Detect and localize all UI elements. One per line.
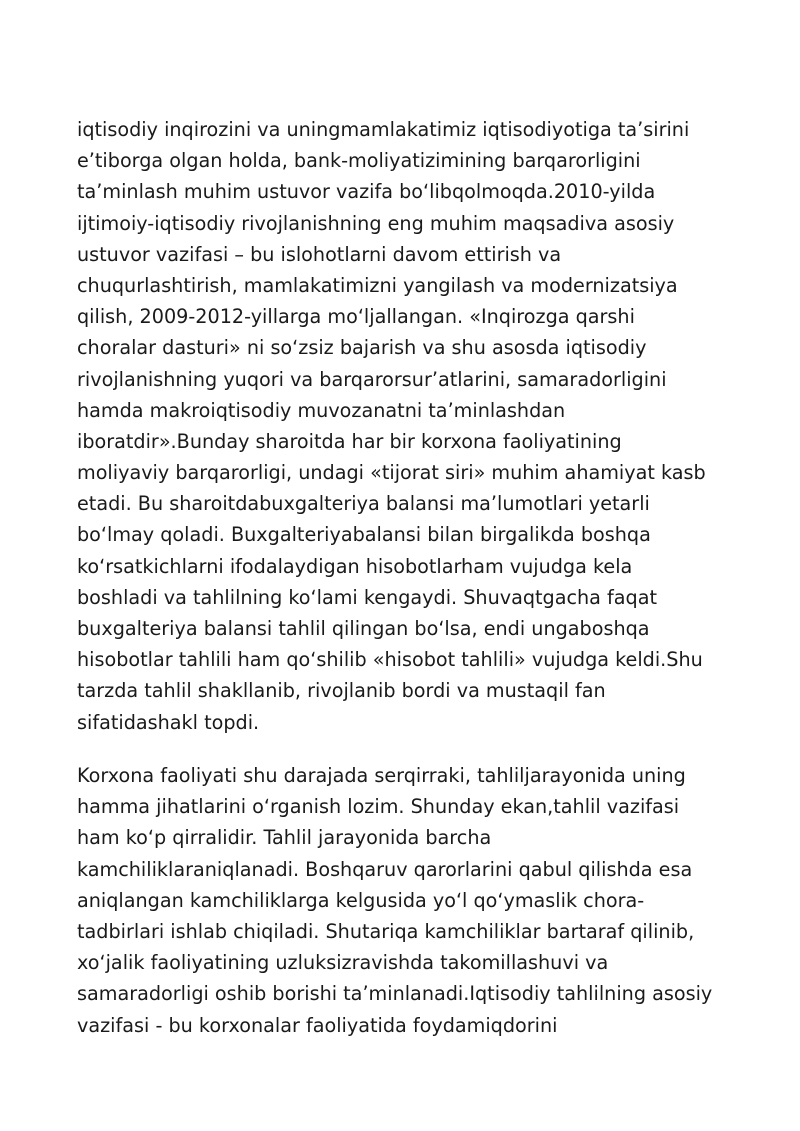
text-line: iqtisodiy inqirozini va uningmamlakatimiz iqtisodiyotiga ta’sirini [77,118,690,141]
text-line: kamchiliklaraniqlanadi. Boshqaruv qarorlarini qabul qilishda esa [77,857,693,881]
text-line: hisobotlar tahlili ham qoʻshilib «hisobot tahlili» vujudga keldi.Shu [77,648,703,672]
text-line: iboratdir».Bunday sharoitda har bir korxona faoliyatining [77,429,622,453]
text-line: ijtimoiy-iqtisodiy rivojlanishning eng muhim maqsadiva asosiy [77,211,675,235]
paragraph-2 [77,760,737,1041]
text-line: rivojlanishning yuqori va barqarorsur’atlarini, samaradorligini [77,367,667,391]
text-line: koʻrsatkichlarni ifodalaydigan hisobotlarham vujudga kela [77,554,633,578]
text-line: xoʻjalik faoliyatining uzluksizravishda takomillashuvi va [77,951,609,975]
text-line: samaradorligi oshib borishi ta’minlanadi.Iqtisodiy tahlilning asosiy [77,982,713,1006]
text-line: hamma jihatlarini oʻrganish lozim. Shunday ekan,tahlil vazifasi [77,795,680,819]
text-line: tarzda tahlil shakllanib, rivojlanib bordi va mustaqil fan [77,679,606,703]
text-line: moliyaviy barqarorligi, undagi «tijorat siri» muhim ahamiyat kasb [77,461,706,485]
text-line: sifatidashakl topdi. [77,710,260,734]
text-line: choralar dasturi» ni soʻzsiz bajarish va shu asosda iqtisodiy [77,336,647,360]
text-line: aniqlangan kamchiliklarga kelgusida yoʻl qoʻymaslik chora- [77,888,645,912]
text-line: ham koʻp qirralidir. Tahlil jarayonida barcha [77,826,492,850]
text-line: ustuvor vazifasi – bu islohotlarni davom ettirish va [77,242,562,266]
paragraph-1 [77,114,737,738]
text-line: Korxona faoliyati shu darajada serqirraki, tahliljarayonida uning [77,764,686,787]
text-line: chuqurlashtirish, mamlakatimizni yangilash va modernizatsiya [77,273,678,297]
text-line: buxgalteriya balansi tahlil qilingan boʻlsa, endi ungaboshqa [77,617,650,640]
text-line: boʻlmay qoladi. Buxgalteriyabalansi bilan birgalikda boshqa [77,523,651,547]
text-line: hamda makroiqtisodiy muvozanatni ta’minlashdan [77,398,566,422]
text-line: e’tiborga olgan holda, bank-moliyatizimining barqarorligini [77,149,641,173]
text-line: boshladi va tahlilning koʻlami kengaydi. Shuvaqtgacha faqat [77,585,658,609]
text-line: qilish, 2009-2012-yillarga moʻljallangan. «Inqirozga qarshi [77,305,635,329]
text-line: ta’minlash muhim ustuvor vazifa boʻlibqolmoqda.2010-yilda [77,180,656,204]
text-line: vazifasi - bu korxonalar faoliyatida foydamiqdorini [77,1013,558,1037]
text-line: tadbirlari ishlab chiqiladi. Shutariqa kamchiliklar bartaraf qilinib, [77,919,695,943]
text-line: etadi. Bu sharoitdabuxgalteriya balansi ma’lumotlari yetarli [77,492,650,516]
